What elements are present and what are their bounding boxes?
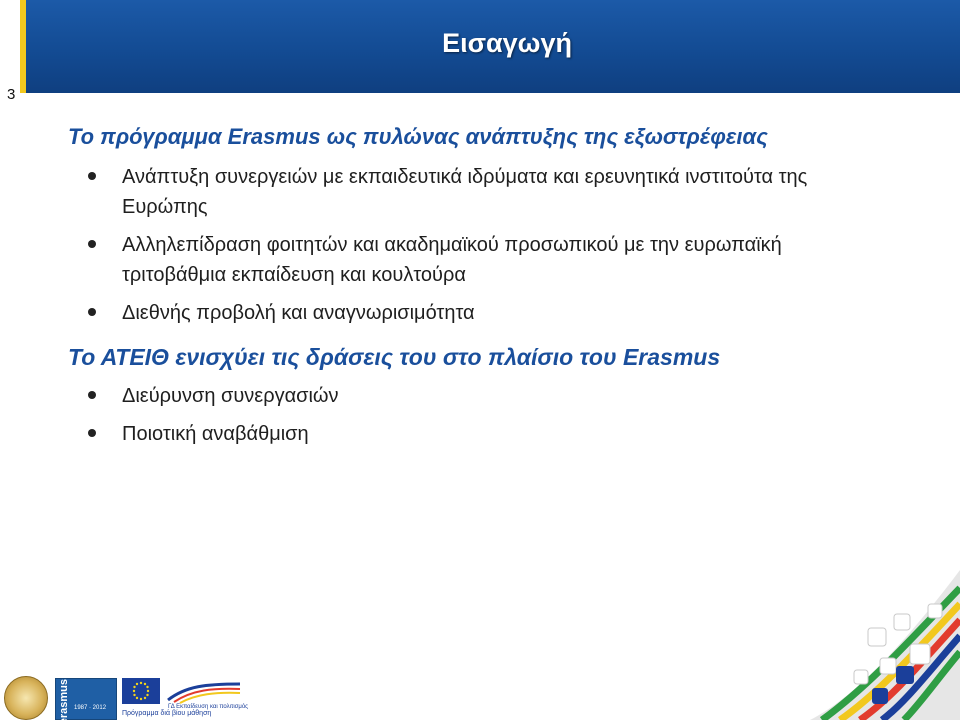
bullet-icon: [88, 308, 96, 316]
list-item: [68, 230, 842, 290]
erasmus-years: 1987 · 2012: [74, 705, 107, 711]
list-item: [68, 419, 842, 449]
bullet-list-erasmus: [68, 162, 928, 328]
section-heading-ateith: Το ΑΤΕΙΘ ενισχύει τις δράσεις του στο πλαίσιο του Erasmus: [68, 344, 721, 370]
footer-logos: [0, 668, 300, 724]
slide-content: [68, 124, 928, 457]
list-item-text: Ανάπτυξη συνεργειών με εκπαιδευτικά ιδρύματα και ερευνητικά ινστιτούτα της Ευρώπης: [122, 166, 808, 218]
list-item: [68, 381, 842, 411]
slide-title: Εισαγωγή: [442, 28, 572, 58]
list-item-text: Διεθνής προβολή και αναγνωρισιμότητα: [122, 302, 475, 324]
program-caption: Πρόγραμμα διά βίου μάθηση: [122, 710, 212, 717]
title-bar: [0, 0, 960, 93]
list-item: [68, 298, 842, 328]
slide-number: 3: [7, 86, 16, 103]
lifelong-learning-logo: [166, 678, 242, 704]
erasmus-logo: [55, 678, 117, 724]
llp-caption: ΓΔ Εκπαίδευση και πολιτισμός: [168, 704, 249, 710]
bullet-icon: [88, 429, 96, 437]
list-item-text: Αλληλεπίδραση φοιτητών και ακαδημαϊκού προσωπικού με την ευρωπαϊκή τριτοβάθμια εκπαίδευση και κουλτούρα: [122, 234, 782, 286]
puzzle-corner-decoration-icon: [810, 570, 960, 720]
erasmus-logo-text: erasmus: [58, 679, 70, 724]
bullet-icon: [88, 172, 96, 180]
bullet-icon: [88, 391, 96, 399]
section-heading-erasmus: Το πρόγραμμα Erasmus ως πυλώνας ανάπτυξης της εξωστρέφειας: [68, 124, 768, 149]
list-item-text: Διεύρυνση συνεργασιών: [122, 385, 339, 407]
bullet-icon: [88, 240, 96, 248]
list-item-text: Ποιοτική αναβάθμιση: [122, 423, 309, 445]
title-band: [20, 0, 960, 93]
bullet-list-ateith: [68, 381, 928, 449]
eu-flag-icon: [122, 678, 160, 704]
list-item: [68, 162, 842, 222]
university-seal-icon: [4, 676, 48, 720]
